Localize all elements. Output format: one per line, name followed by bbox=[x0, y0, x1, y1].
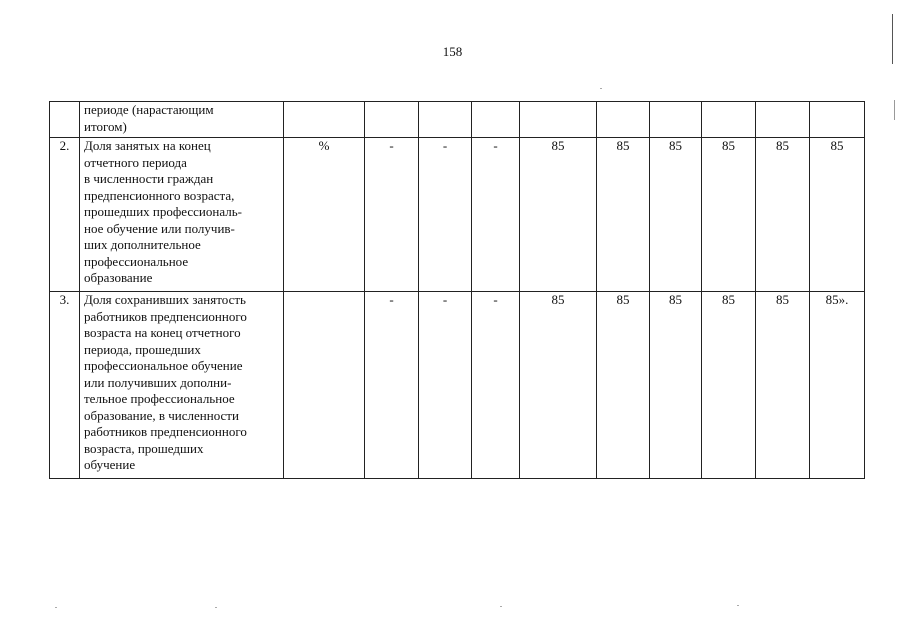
indicator-name: периоде (нарастающим итогом) bbox=[80, 102, 284, 138]
value-cell bbox=[810, 102, 865, 138]
value-cell: 85 bbox=[810, 138, 865, 292]
row-number: 2. bbox=[50, 138, 80, 292]
indicator-name: Доля сохранивших занятость работников предпенсионного возраста на конец отчетного периода, прошедших профессиональное обучение или получивших дополни- тельное профессиональное образование, в численности работников предпенсионного возраста, прошедших обучение bbox=[80, 292, 284, 479]
value-cell: - bbox=[472, 292, 520, 479]
value-cell: - bbox=[365, 138, 419, 292]
value-cell bbox=[702, 102, 756, 138]
table-row bbox=[50, 292, 865, 479]
value-cell: 85 bbox=[597, 138, 650, 292]
indicators-table bbox=[49, 101, 865, 479]
table-row bbox=[50, 138, 865, 292]
value-cell: - bbox=[472, 138, 520, 292]
scan-speck bbox=[500, 606, 502, 607]
value-cell: 85 bbox=[756, 138, 810, 292]
value-cell bbox=[365, 102, 419, 138]
unit-cell bbox=[284, 292, 365, 479]
value-cell bbox=[756, 102, 810, 138]
value-cell bbox=[597, 102, 650, 138]
value-cell: 85 bbox=[597, 292, 650, 479]
value-cell bbox=[472, 102, 520, 138]
row-number: 3. bbox=[50, 292, 80, 479]
value-cell bbox=[650, 102, 702, 138]
indicator-name: Доля занятых на конец отчетного периода в численности граждан предпенсионного возраста, прошедших профессиональ- ное обучение или получив- ших дополнительное профессиональное образование bbox=[80, 138, 284, 292]
scan-edge-mark bbox=[894, 100, 895, 120]
scan-edge-mark bbox=[892, 14, 893, 64]
value-cell: 85 bbox=[702, 292, 756, 479]
value-cell: 85 bbox=[520, 292, 597, 479]
value-cell: - bbox=[365, 292, 419, 479]
value-cell bbox=[520, 102, 597, 138]
value-cell: - bbox=[419, 292, 472, 479]
scan-speck bbox=[55, 607, 57, 608]
scan-speck bbox=[600, 88, 602, 89]
value-cell: 85 bbox=[520, 138, 597, 292]
row-number bbox=[50, 102, 80, 138]
value-cell: - bbox=[419, 138, 472, 292]
unit-cell: % bbox=[284, 138, 365, 292]
scan-speck bbox=[215, 607, 217, 608]
unit-cell bbox=[284, 102, 365, 138]
page-number: 158 bbox=[442, 44, 463, 59]
scan-speck bbox=[737, 605, 739, 606]
value-cell: 85 bbox=[650, 138, 702, 292]
value-cell: 85». bbox=[810, 292, 865, 479]
value-cell: 85 bbox=[756, 292, 810, 479]
table-row bbox=[50, 102, 865, 138]
value-cell: 85 bbox=[650, 292, 702, 479]
value-cell: 85 bbox=[702, 138, 756, 292]
value-cell bbox=[419, 102, 472, 138]
